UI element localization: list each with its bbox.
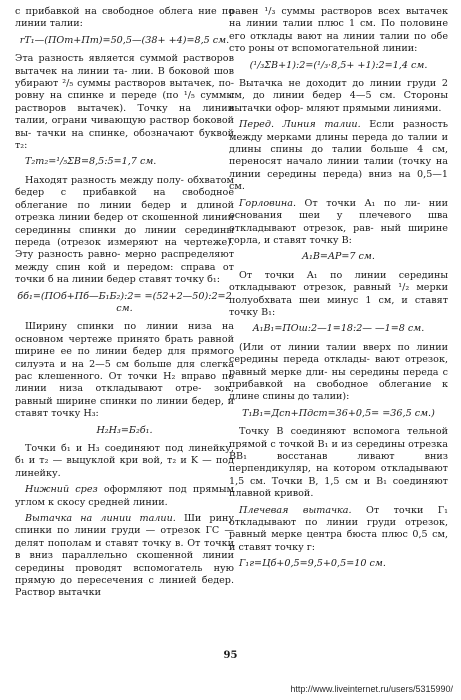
paragraph: Точки б₁ и H₃ соединяют под линейку, б₁ и т₂ — выцуклой кри вой, т₂ и K — под линейку.: [15, 443, 234, 479]
formula: T₂т₂=¹/₅ΣB=8,5:5=1,7 см.: [25, 156, 157, 168]
formula: Г₁г=Цб+0,5=9,5+0,5=10 см.: [239, 558, 386, 570]
paragraph: Вытачка не доходит до линии груди 2 см, до линии бедер 4—5 см. Стороны вытачки офор- мляют прямыми линиями.: [229, 78, 448, 114]
paragraph: Перед. Линия талии. Если разность между мерками длины переда до талии и длины спины до талии больше 4 см, переносят начало линии талии (точку на линии середины переда) вниз на 0,5—1 см.: [229, 119, 448, 193]
paragraph: Ширину спинки по линии низа на основном чертеже принято брать равной ширине ее по линии бедер для прямого силуэта и на 2—5 см больше для слегка рас клешенного. От точки H₂ вправо по линии низа откладывают отре- зок, равный ширине спинки по линии бедер, и ставят точку H₃:: [15, 321, 234, 420]
watermark-url: http://www.liveinternet.ru/users/5315990/: [290, 684, 453, 694]
paragraph: Нижний срез оформляют под прямым углом к скосу средней линии.: [15, 484, 234, 508]
formula: A₁B=AP=7 см.: [302, 251, 375, 263]
italic-lead: Горловина.: [239, 197, 297, 209]
paragraph: Вытачка на линии талии. Ши рину спинки по линии груди — отрезок ГС — делят пополам и ставят точку в. От точки в вниз параллельно скошенной линии середины проводят вспомогатель ную прямую до пересечения с линией бедер. Раствор вытачки: [15, 513, 234, 599]
page-number: 95: [223, 650, 238, 661]
left-column: [15, 6, 234, 604]
paragraph: От точки A₁ по линии середины откладывают отрезок, равный ¹/₂ мерки полуобхвата шеи минус 1 см, и ставят точку B₁:: [229, 269, 448, 318]
formula: H₂H₃=Б₂б₁.: [96, 424, 153, 436]
right-column: [229, 6, 448, 577]
formula: (¹/₃ΣB+1):2=(¹/₃·8,5+ +1):2=1,4 см.: [249, 59, 428, 71]
italic-lead: Нижний срез: [25, 484, 98, 496]
paragraph: Находят разность между полу- обхватом бедер с прибавкой на свободное облегание по линии бедер и длиной отрезка линии бедер от скошенной линии серединны спинки до линии середины переда (отрезок измеряют на чертеже). Эту разность равно- мерно распределяют между спин кой и передом: справа от точки б на линии бедер ставят точку б₁:: [15, 174, 234, 286]
paragraph: Точку B соединяют вспомога тельной прямой с точкой B₁ и из середины отрезка BB₁ восстанав ливают вниз перпендикуляр, на котором откладывают 1,5 см. Точки B, 1,5 см и B₁ соединяют плавной кривой.: [229, 426, 448, 500]
paragraph: Плечевая вытачка. От точки Г₁ откладывают по линии груди отрезок, равный мерке центра бюста плюс 0,5 см, и ставят точку г:: [229, 504, 449, 553]
formula: rT₁—(ПОт+Пт)=50,5—(38+ +4)=8,5 см.: [19, 34, 230, 46]
paragraph: равен ¹/₃ суммы растворов всех вытачек на линии талии плюс 1 см. По половине его отклады вают на линии талии по обе сто роны от вспомогательной линии:: [229, 6, 448, 55]
paragraph: (Или от линии талии вверх по линии середины переда отклады- вают отрезок, равный мерке дли- ны середины переда с прибавкой на свободное облегание к длине спины до талии):: [229, 341, 448, 403]
formula: T₁B₁=Дсп+Пдст=36+0,5= =36,5 см.): [242, 407, 435, 419]
paragraph: Эта разность является суммой растворов вытачек на линии та- лии. В боковой шов убирают ²/₅ суммы растворов вытачек, по- ровну на спинке и переде (по ¹/₅ суммы растворов вытачек). Точку на линии талии, ограни чивающую раствор боковой вы- тачки на спинке, обозначают буквой т₂:: [15, 53, 234, 152]
italic-lead: Вытачка на линии талии.: [25, 513, 176, 525]
italic-lead: Плечевая вытачка.: [239, 504, 352, 516]
formula: A₁B₁=ПОш:2—1=18:2— —1=8 см.: [252, 323, 425, 335]
paragraph: Горловина. От точки A₁ по ли- нии основания шеи у плечевого шва откладывают отрезок, рав- ный ширине горла, и ставят точку B:: [229, 197, 448, 246]
paragraph: с прибавкой на свободное облега ние по линии талии:: [15, 6, 234, 30]
italic-lead: Перед. Линия талии.: [239, 119, 361, 131]
formula: бб₁=(ПОб+Пб—Б₁Б₂):2= =(52+2—50):2=2 см.: [17, 290, 232, 314]
